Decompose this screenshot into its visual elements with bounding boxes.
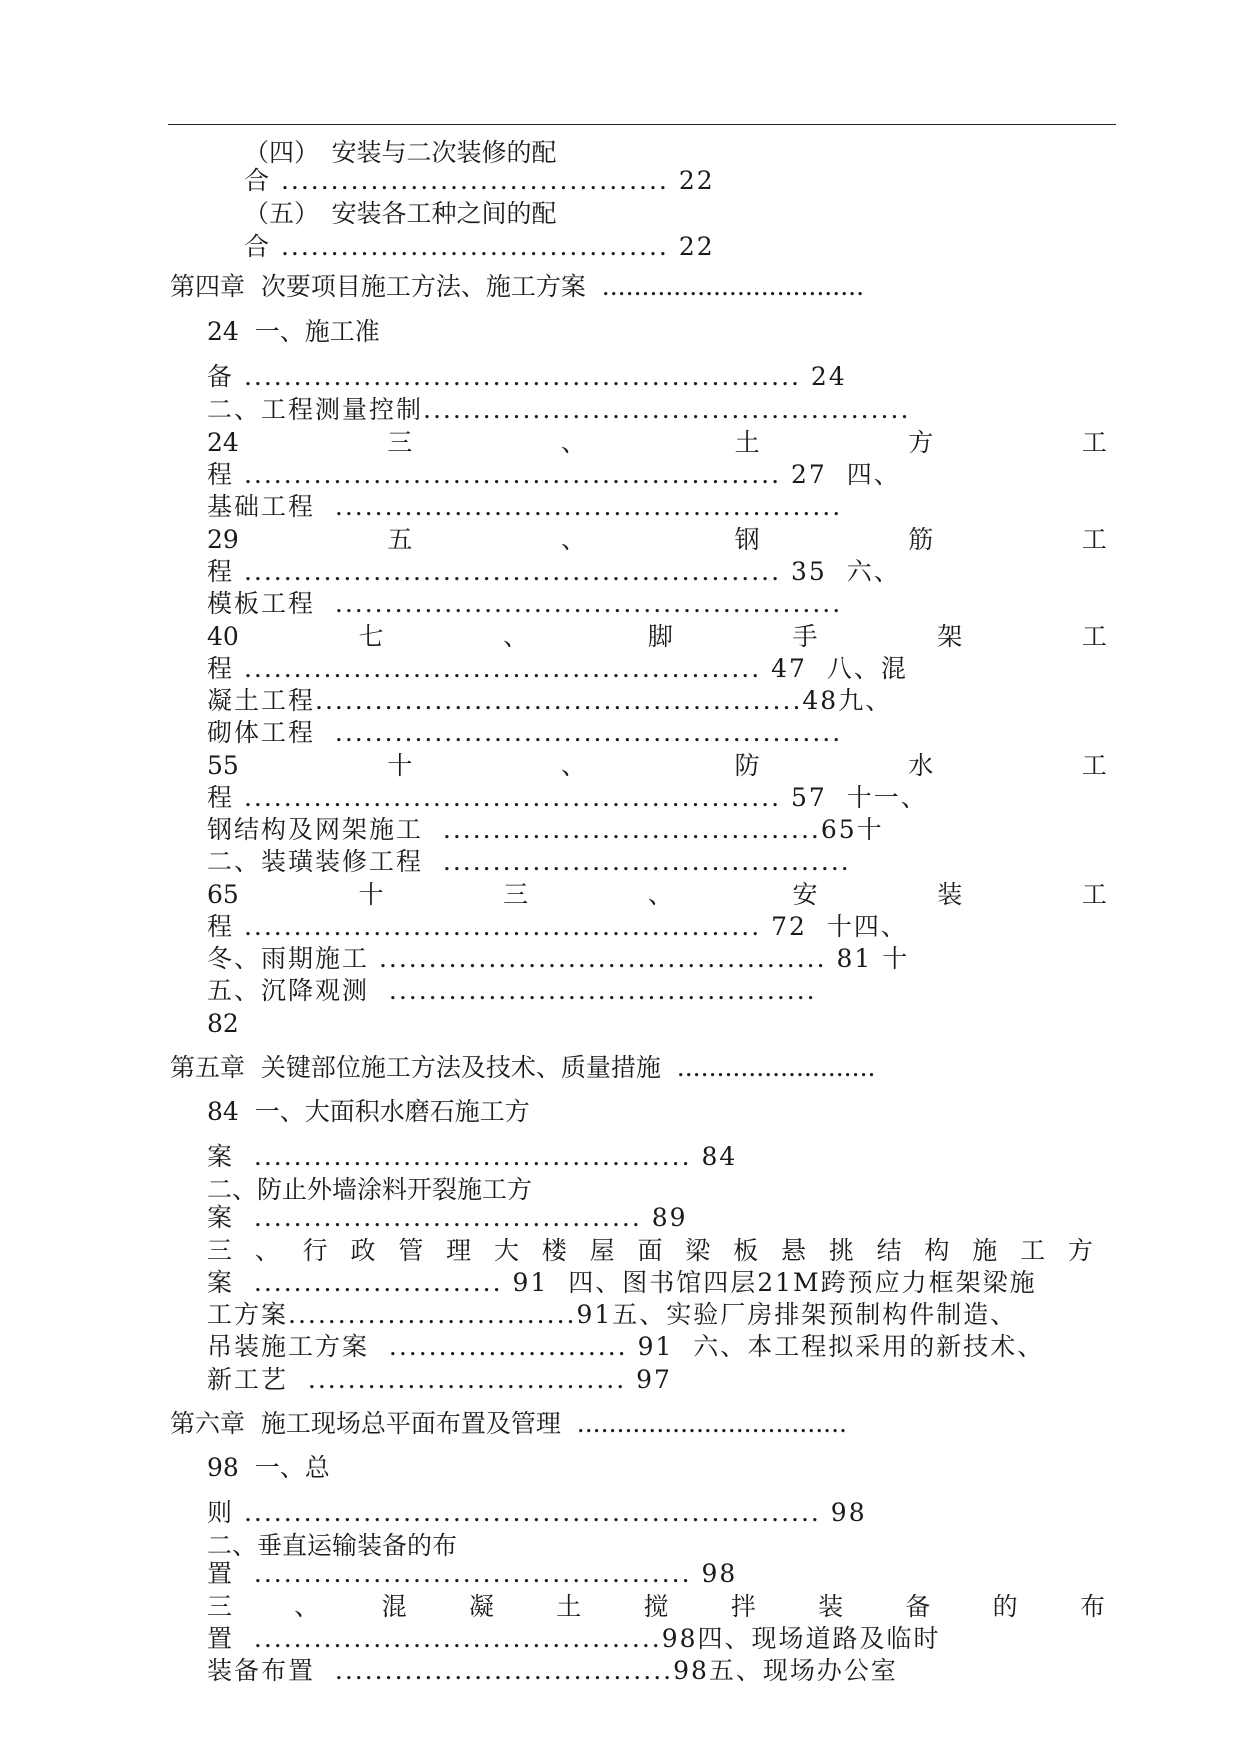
toc-word: 构 — [924, 1236, 950, 1265]
toc-word: 、 — [503, 622, 529, 651]
toc-line[interactable]: 基础工程 ................................................... — [207, 492, 843, 521]
toc-line[interactable]: 二、防止外墙涂料开裂施工方 — [207, 1175, 533, 1204]
toc-word: 、 — [561, 428, 587, 457]
toc-word: 拌 — [730, 1592, 756, 1621]
toc-word: 挑 — [828, 1236, 854, 1265]
toc-word: 水 — [908, 751, 934, 780]
toc-word: 混 — [381, 1592, 407, 1621]
toc-line[interactable]: 二、垂直运输装备的布 — [207, 1531, 458, 1560]
toc-word: 板 — [733, 1236, 759, 1265]
toc-line[interactable]: 装备布置 ..................................98五、现场办公室 — [207, 1656, 898, 1685]
toc-word: 的 — [992, 1592, 1018, 1621]
toc-word: 工 — [1020, 1236, 1046, 1265]
toc-word: 大 — [493, 1236, 519, 1265]
toc-word: 脚 — [647, 622, 673, 651]
toc-line[interactable]: 84 一、大面积水磨石施工方 — [207, 1097, 530, 1126]
toc-word: 三 — [207, 1236, 233, 1265]
toc-word: 五 — [387, 525, 413, 554]
toc-word: 行 — [302, 1236, 328, 1265]
toc-line[interactable]: 模板工程 ................................................... — [207, 589, 843, 618]
toc-word: 架 — [937, 622, 963, 651]
toc-word: 梁 — [685, 1236, 711, 1265]
toc-word: 三 — [207, 1592, 233, 1621]
toc-word: 悬 — [780, 1236, 806, 1265]
toc-word: 工 — [1081, 622, 1107, 651]
toc-line[interactable]: 程 ...................................................... 57 十一、 — [207, 783, 928, 812]
header-rule — [168, 124, 1116, 125]
toc-line[interactable]: 新工艺 ................................ 97 — [207, 1365, 672, 1394]
toc-line[interactable]: 钢结构及网架施工 ......................................65十 — [207, 815, 884, 844]
toc-word: 结 — [876, 1236, 902, 1265]
toc-word: 工 — [1081, 751, 1107, 780]
toc-word: 方 — [1067, 1236, 1093, 1265]
toc-line[interactable]: 五、沉降观测 ........................................... — [207, 976, 817, 1005]
toc-word: 土 — [734, 428, 760, 457]
toc-word: 布 — [1079, 1592, 1105, 1621]
toc-line[interactable]: 案 ............................................ 84 — [207, 1142, 738, 1171]
toc-word: 三 — [503, 880, 529, 909]
toc-line[interactable]: 案 ....................................... 89 — [207, 1203, 688, 1232]
toc-word: 十 — [358, 880, 384, 909]
toc-word: 凝 — [468, 1592, 494, 1621]
toc-line[interactable]: 程 .................................................... 47 八、混 — [207, 654, 908, 683]
toc-line[interactable]: 则 .......................................................... 98 — [207, 1498, 867, 1527]
toc-line[interactable]: 98 一、总 — [207, 1453, 330, 1482]
toc-line[interactable]: 24 一、施工准 — [207, 317, 380, 346]
toc-word: 管 — [398, 1236, 424, 1265]
toc-line[interactable]: （五） 安装各工种之间的配 — [244, 199, 557, 228]
toc-line[interactable]: 备 ........................................................ 24 — [207, 362, 847, 391]
toc-word: 面 — [637, 1236, 663, 1265]
toc-word: 施 — [972, 1236, 998, 1265]
toc-line[interactable]: 程 .................................................... 72 十四、 — [207, 912, 908, 941]
toc-word: 理 — [446, 1236, 472, 1265]
toc-line[interactable]: 合 ....................................... 22 — [244, 232, 715, 261]
toc-word: 、 — [294, 1592, 320, 1621]
toc-line[interactable]: 吊装施工方案 ........................ 91 六、本工程拟采用的新技术、 — [207, 1332, 1045, 1361]
toc-word: 备 — [905, 1592, 931, 1621]
toc-word: 筋 — [908, 525, 934, 554]
toc-justified-line[interactable] — [207, 1235, 1093, 1267]
toc-word: 手 — [792, 622, 818, 651]
toc-line[interactable]: 程 ...................................................... 35 六、 — [207, 557, 901, 586]
toc-justified-line[interactable] — [207, 524, 1107, 556]
toc-line[interactable]: 二、工程测量控制................................................. — [207, 395, 911, 424]
toc-word: 、 — [647, 880, 673, 909]
toc-word: 搅 — [643, 1592, 669, 1621]
toc-word: 工 — [1081, 525, 1107, 554]
toc-justified-line[interactable] — [207, 879, 1107, 911]
toc-justified-line[interactable] — [207, 427, 1107, 459]
toc-word: 三 — [387, 428, 413, 457]
toc-line[interactable]: 工方案.............................91五、实验厂房排架预制构件制造、 — [207, 1300, 1018, 1329]
toc-line[interactable]: 砌体工程 ................................................... — [207, 718, 843, 747]
chapter-heading[interactable]: 第六章 施工现场总平面布置及管理 .................................. — [170, 1409, 847, 1438]
toc-line[interactable]: 合 ....................................... 22 — [244, 166, 715, 195]
toc-word: 24 — [207, 428, 239, 457]
toc-word: 安 — [792, 880, 818, 909]
toc-word: 29 — [207, 525, 239, 554]
toc-justified-line[interactable] — [207, 621, 1107, 653]
toc-line[interactable]: 二、装璜装修工程 ......................................... — [207, 847, 851, 876]
toc-word: 、 — [561, 751, 587, 780]
toc-line[interactable]: 82 — [207, 1009, 239, 1038]
toc-word: 防 — [734, 751, 760, 780]
chapter-heading[interactable]: 第五章 关键部位施工方法及技术、质量措施 ......................... — [170, 1053, 876, 1082]
toc-word: 钢 — [734, 525, 760, 554]
toc-word: 政 — [350, 1236, 376, 1265]
toc-line[interactable]: （四） 安装与二次装修的配 — [244, 138, 557, 167]
toc-word: 七 — [358, 622, 384, 651]
toc-line[interactable]: 冬、雨期施工 ............................................. 81 十 — [207, 944, 910, 973]
toc-line[interactable]: 凝土工程.................................................48九、 — [207, 686, 893, 715]
toc-line[interactable]: 置 .........................................98四、现场道路及临时 — [207, 1624, 941, 1653]
toc-word: 55 — [207, 751, 239, 780]
toc-word: 楼 — [541, 1236, 567, 1265]
toc-word: 装 — [818, 1592, 844, 1621]
toc-word: 工 — [1081, 428, 1107, 457]
toc-line[interactable]: 置 ............................................ 98 — [207, 1559, 738, 1588]
toc-word: 装 — [937, 880, 963, 909]
toc-line[interactable]: 案 ......................... 91 四、图书馆四层21M跨预应力框架梁施 — [207, 1268, 1037, 1297]
toc-word: 方 — [908, 428, 934, 457]
chapter-heading[interactable]: 第四章 次要项目施工方法、施工方案 ................................. — [170, 272, 865, 301]
toc-line[interactable]: 程 ...................................................... 27 四、 — [207, 460, 901, 489]
toc-justified-line[interactable] — [207, 750, 1107, 782]
toc-word: 65 — [207, 880, 239, 909]
toc-word: 屋 — [589, 1236, 615, 1265]
toc-word: 、 — [254, 1236, 280, 1265]
toc-justified-line[interactable] — [207, 1591, 1105, 1623]
toc-word: 、 — [561, 525, 587, 554]
toc-word: 十 — [387, 751, 413, 780]
toc-word: 40 — [207, 622, 239, 651]
toc-word: 工 — [1081, 880, 1107, 909]
toc-word: 土 — [556, 1592, 582, 1621]
